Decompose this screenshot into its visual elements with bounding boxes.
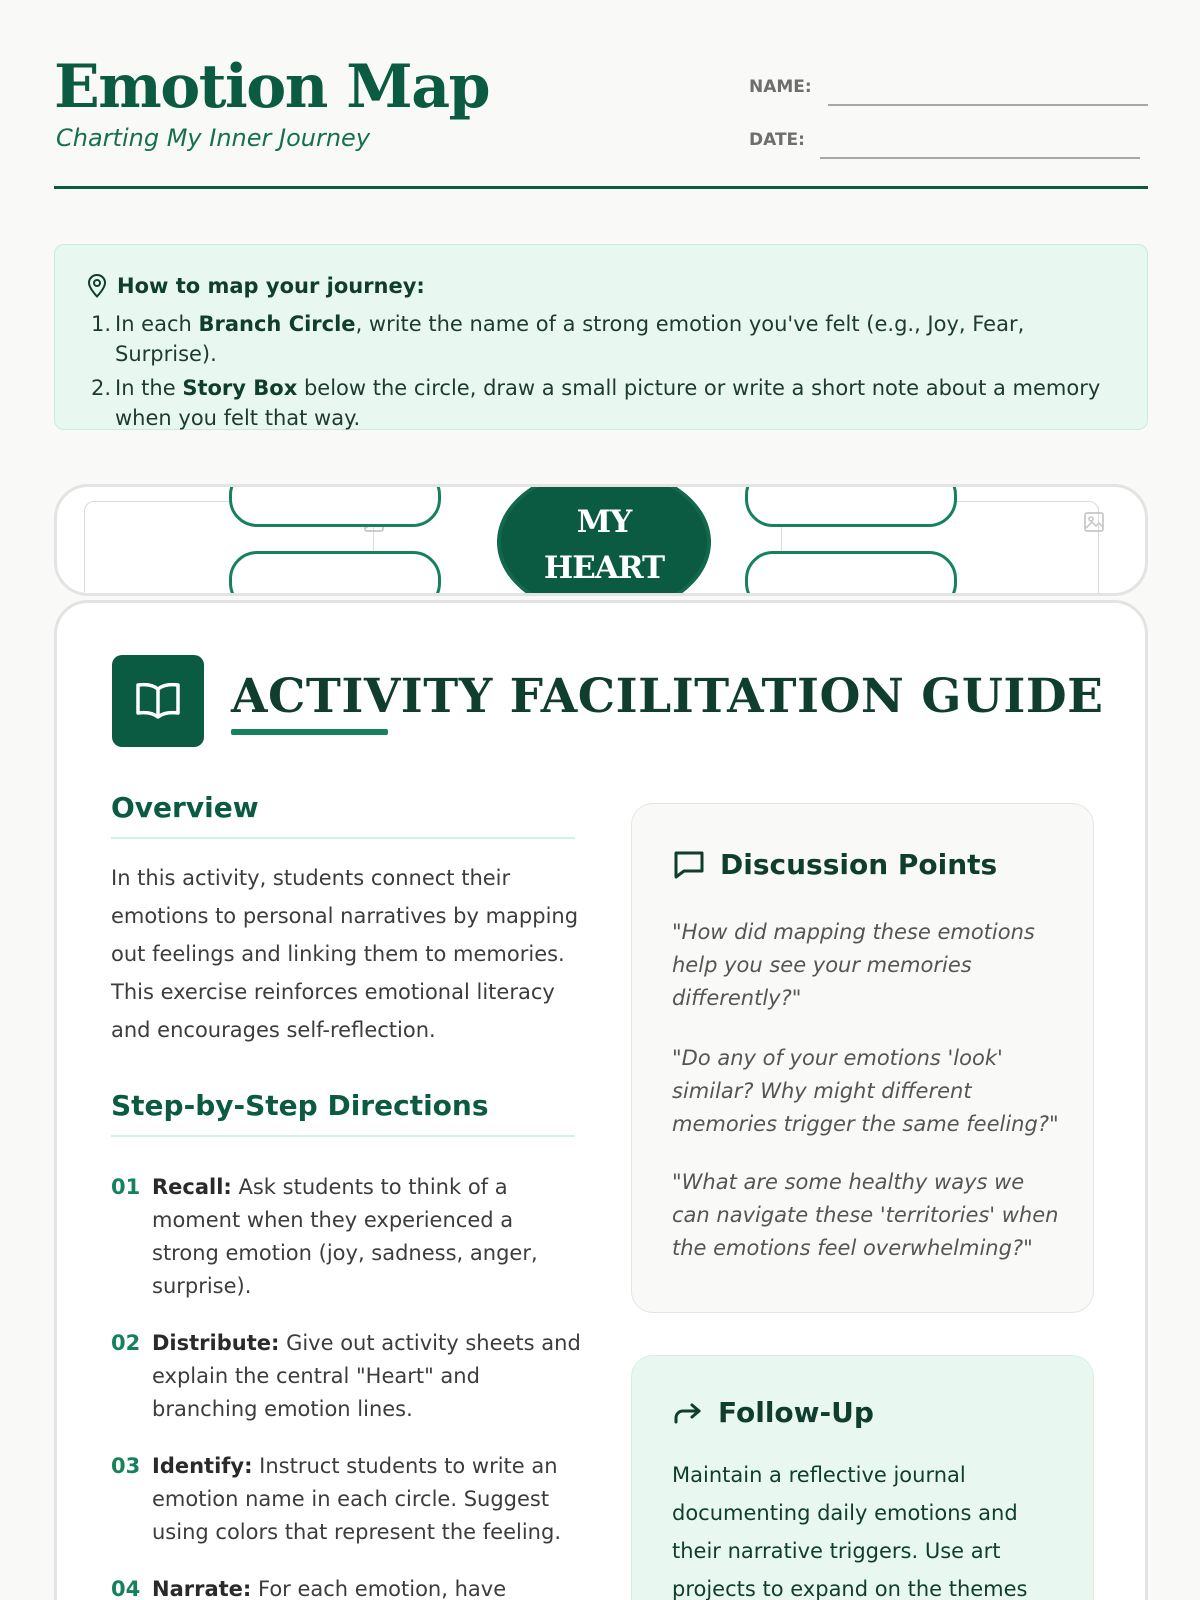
- direction-step: [111, 1171, 581, 1303]
- my-heart-label: [501, 499, 707, 591]
- page-title: Emotion Map: [54, 52, 490, 122]
- name-label: NAME:: [749, 77, 812, 97]
- overview-heading: Overview: [111, 791, 259, 824]
- instructions-box: [54, 244, 1148, 430]
- step-label: Identify:: [152, 1454, 253, 1478]
- open-book-icon: [132, 679, 184, 723]
- facilitation-guide-card: [54, 600, 1148, 1600]
- direction-step: [111, 1450, 581, 1549]
- instruction-number: 1.: [91, 312, 112, 336]
- instruction-item: [91, 373, 1131, 433]
- step-number: 01: [111, 1175, 141, 1199]
- image-placeholder-icon: [1083, 511, 1105, 537]
- directions-list: [111, 1171, 581, 1600]
- step-body: [152, 1327, 581, 1426]
- discussion-quote: "What are some healthy ways we can navigate these 'territories' when the emotions feel overwhelming?": [672, 1170, 1059, 1260]
- map-pin-icon: [85, 273, 109, 299]
- follow-up-card: [631, 1355, 1094, 1600]
- instruction-text: [115, 309, 1131, 369]
- direction-step: [111, 1327, 581, 1426]
- step-label: Recall:: [152, 1175, 232, 1199]
- my-heart-line-2: HEART: [543, 550, 665, 586]
- instruction-text-pre: In the: [115, 376, 183, 400]
- step-number: 04: [111, 1577, 141, 1600]
- step-label: Narrate:: [152, 1577, 252, 1600]
- branch-circle[interactable]: [745, 484, 957, 527]
- instructions-heading-text: How to map your journey:: [117, 274, 425, 298]
- step-text: Instruct students to write an emotion name in each circle. Suggest using colors that represent the feeling.: [152, 1454, 561, 1544]
- step-body: [152, 1450, 581, 1549]
- emotion-map-strip: [54, 484, 1148, 596]
- instruction-text-post: below the circle, draw a small picture or write a short note about a memory when you felt that way.: [115, 376, 1101, 430]
- instructions-heading: [85, 273, 425, 299]
- step-label: Distribute:: [152, 1331, 280, 1355]
- step-body: [152, 1573, 506, 1600]
- instruction-item: [91, 309, 1131, 369]
- my-heart-center: [497, 484, 711, 596]
- instruction-text-pre: In each: [115, 312, 199, 336]
- name-field-line[interactable]: [828, 104, 1148, 106]
- instruction-text-post: , write the name of a strong emotion you've felt (e.g., Joy, Fear, Surprise).: [115, 312, 1025, 366]
- follow-up-heading: [672, 1396, 874, 1429]
- overview-text: In this activity, students connect their emotions to personal narratives by mapping out feelings and linking them to memories. This exercise reinforces emotional literacy and encourages self-reflection.: [111, 866, 579, 1042]
- step-number: 02: [111, 1331, 141, 1355]
- guide-badge: [112, 655, 204, 747]
- follow-up-text: Maintain a reflective journal documenting daily emotions and their narrative triggers. Use art projects to expand on the themes: [672, 1463, 1028, 1600]
- discussion-quote: "Do any of your emotions 'look' similar? Why might different memories trigger the same feeling?": [672, 1046, 1059, 1136]
- discussion-quote: "How did mapping these emotions help you see your memories differently?": [672, 920, 1035, 1010]
- discussion-heading: [672, 848, 997, 881]
- speech-bubble-icon: [672, 849, 706, 881]
- guide-title: ACTIVITY FACILITATION GUIDE: [231, 669, 1104, 724]
- discussion-heading-text: Discussion Points: [720, 848, 998, 881]
- instruction-number: 2.: [91, 376, 112, 400]
- branch-circle[interactable]: [745, 551, 957, 596]
- directions-heading: Step-by-Step Directions: [111, 1089, 489, 1122]
- branch-circle[interactable]: [229, 484, 441, 527]
- header-divider: [54, 186, 1148, 189]
- date-label: DATE:: [749, 130, 805, 150]
- discussion-points-card: [631, 803, 1094, 1313]
- instruction-keyword: Story Box: [182, 376, 298, 400]
- guide-title-underline: [231, 729, 388, 735]
- step-text: Ask students to think of a moment when they experienced a strong emotion (joy, sadness, anger, surprise).: [152, 1175, 538, 1298]
- instructions-list: [91, 309, 1131, 437]
- forward-arrow-icon: [672, 1400, 704, 1426]
- instruction-text: [115, 373, 1131, 433]
- date-field-line[interactable]: [820, 157, 1140, 159]
- step-text: For each emotion, have: [251, 1577, 507, 1600]
- step-body: [152, 1171, 581, 1303]
- step-number: 03: [111, 1454, 141, 1478]
- directions-divider: [111, 1135, 575, 1137]
- overview-divider: [111, 837, 575, 839]
- follow-up-heading-text: Follow-Up: [718, 1396, 874, 1429]
- instruction-keyword: Branch Circle: [198, 312, 356, 336]
- branch-circle[interactable]: [229, 551, 441, 596]
- my-heart-line-1: MY: [576, 504, 632, 540]
- direction-step: [111, 1573, 581, 1600]
- page-subtitle: Charting My Inner Journey: [56, 124, 371, 152]
- step-text: Give out activity sheets and explain the central "Heart" and branching emotion lines.: [152, 1331, 581, 1421]
